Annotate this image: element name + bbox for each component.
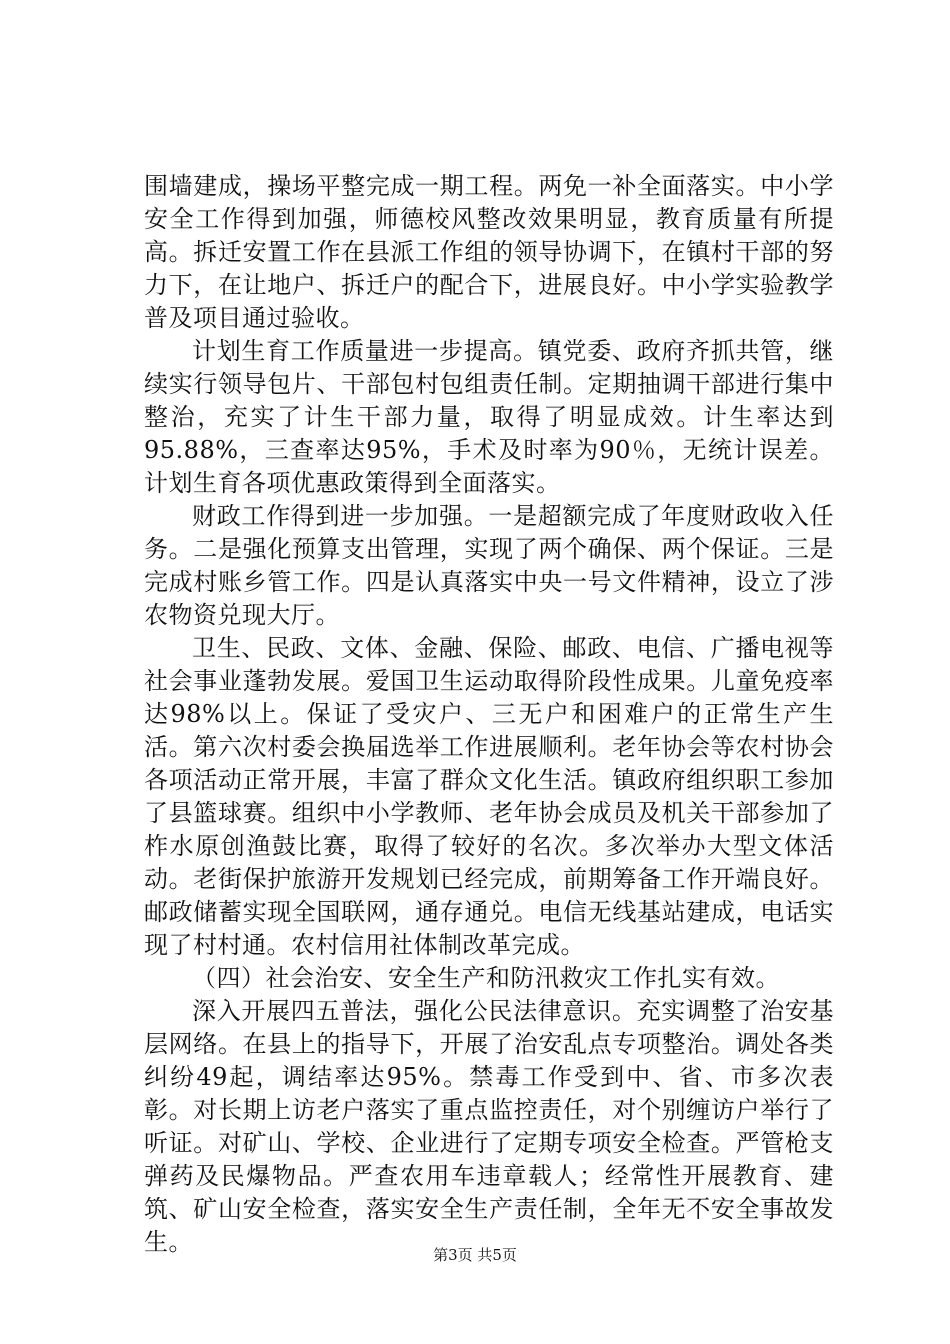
page-number-footer: 第3页 共5页 <box>433 1246 517 1264</box>
paragraph-family-planning: 计划生育工作质量进一步提高。镇党委、政府齐抓共管，继续实行领导包片、干部包村包组责任制。定期抽调干部进行集中整治，充实了计生干部力量，取得了明显成效。计生率达到95.88%，三查率达95%，手术及时率为90％，无统计误差。计划生育各项优惠政策得到全面落实。 <box>144 337 834 497</box>
section-heading-public-security: （四）社会治安、安全生产和防汛救灾工作扎实有效。 <box>192 964 780 992</box>
paragraph-social-affairs: 卫生、民政、文体、金融、保险、邮政、电信、广播电视等社会事业蓬勃发展。爱国卫生运动取得阶段性成果。儿童免疫率达98%以上。保证了受灾户、三无户和困难户的正常生产生活。第六次村委会换届选举工作进展顺利。老年协会等农村协会各项活动正常开展，丰富了群众文化生活。镇政府组织职工参加了县篮球赛。组织中小学教师、老年协会成员及机关干部参加了柞水原创渔鼓比赛，取得了较好的名次。多次举办大型文体活动。老街保护旅游开发规划已经完成，前期筹备工作开端良好。邮政储蓄实现全国联网，通存通兑。电信无线基站建成，电话实现了村村通。农村信用社体制改革完成。 <box>144 634 834 959</box>
paragraph-education-continued: 围墙建成，操场平整完成一期工程。两免一补全面落实。中小学安全工作得到加强，师德校风整改效果明显，教育质量有所提高。拆迁安置工作在县派工作组的领导协调下，在镇村干部的努力下，在让地户、拆迁户的配合下，进展良好。中小学实验教学普及项目通过验收。 <box>144 172 834 332</box>
paragraph-finance: 财政工作得到进一步加强。一是超额完成了年度财政收入任务。二是强化预算支出管理，实现了两个确保、两个保证。三是完成村账乡管工作。四是认真落实中央一号文件精神，设立了涉农物资兑现大厅。 <box>144 502 834 629</box>
document-body <box>144 170 834 1259</box>
paragraph-public-security: 深入开展四五普法，强化公民法律意识。充实调整了治安基层网络。在县上的指导下，开展了治安乱点专项整治。调处各类纠纷49起，调结率达95%。禁毒工作受到中、省、市多次表彰。对长期上访老户落实了重点监控责任，对个别缠访户举行了听证。对矿山、学校、企业进行了定期专项安全检查。严管枪支弹药及民爆物品。严查农用车违章载人；经常性开展教育、建筑、矿山安全检查，落实安全生产责任制，全年无不安全事故发生。 <box>144 997 834 1256</box>
